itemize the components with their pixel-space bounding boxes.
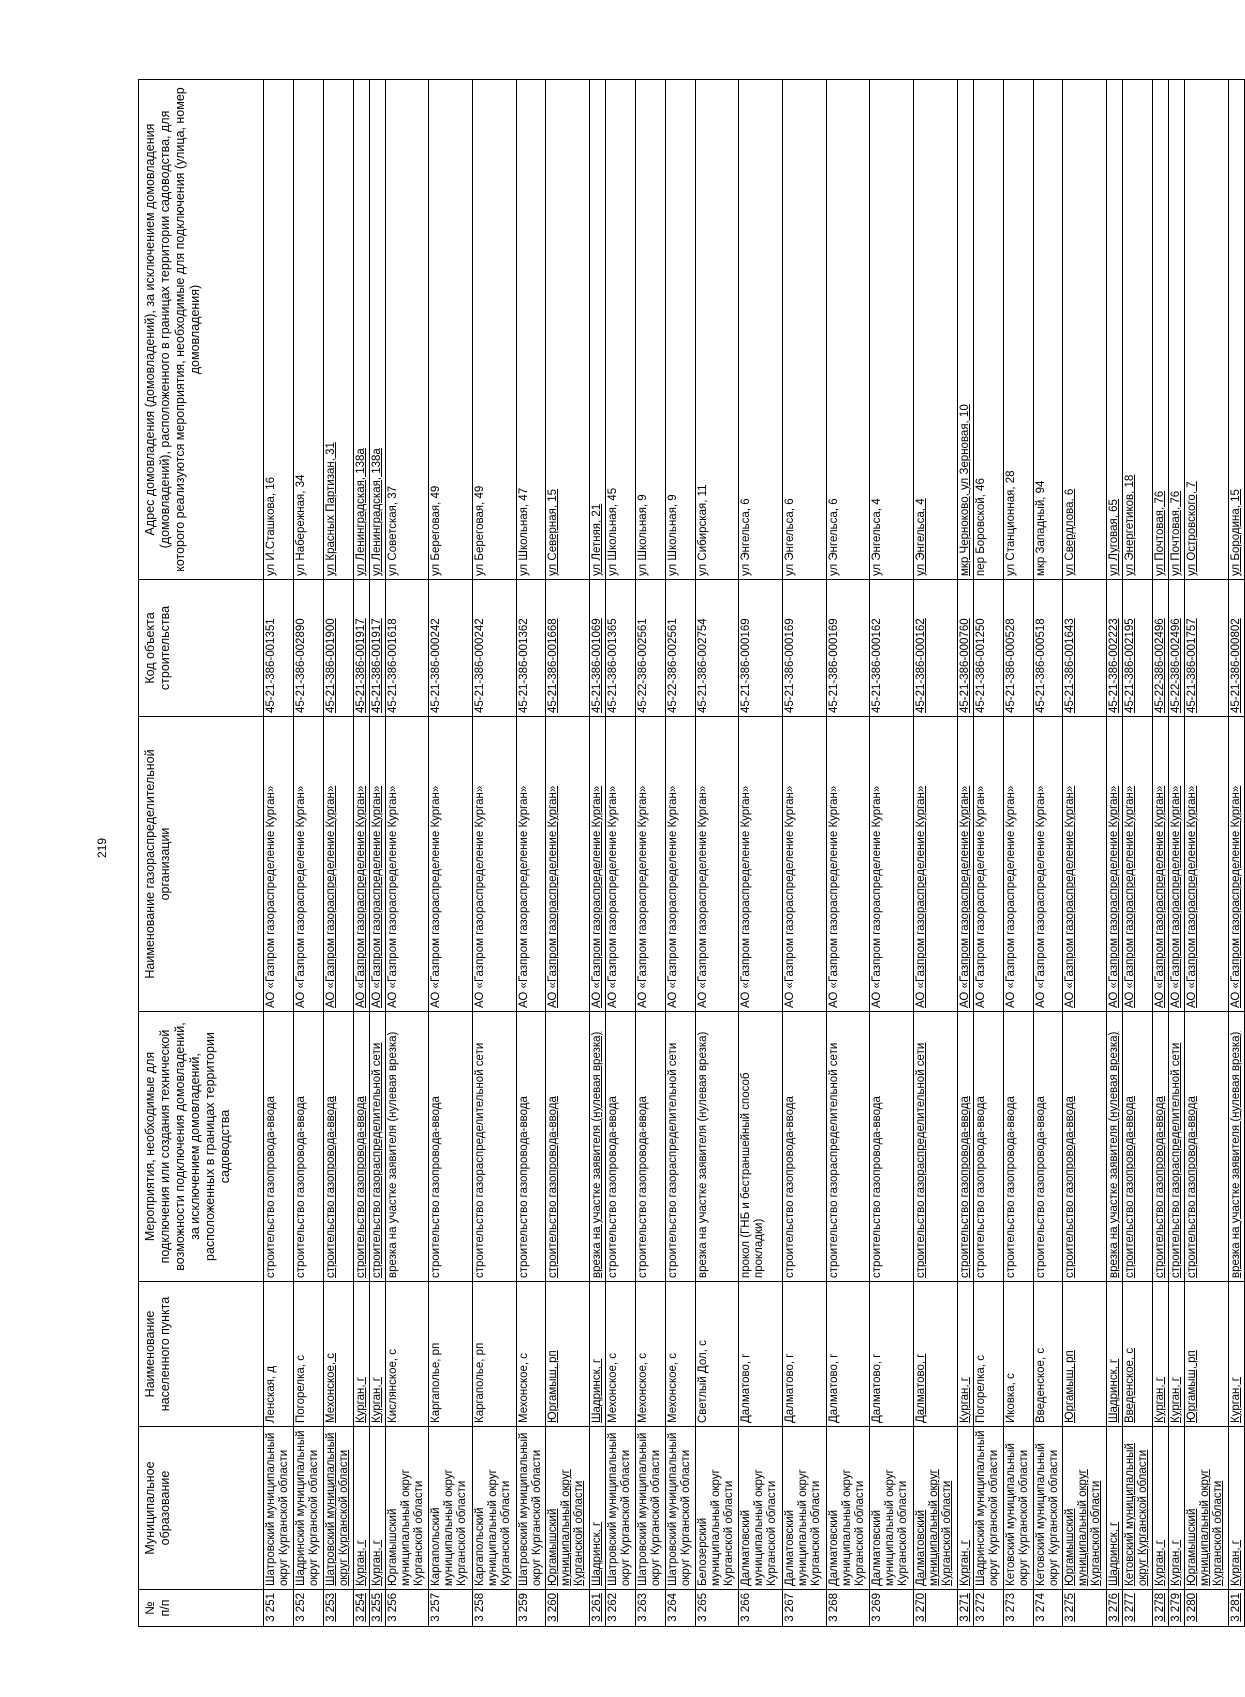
measure-cell: строительство газопровода-ввода xyxy=(293,1012,323,1282)
settlement-cell: Далматово, г xyxy=(914,1282,958,1427)
organization-cell: АО «Газпром газораспределение Курган» xyxy=(385,717,429,1012)
table-row xyxy=(1228,80,1244,1627)
table-row xyxy=(264,80,294,1627)
address-cell: ул Сибирская, 11 xyxy=(695,80,739,580)
table-row xyxy=(293,80,323,1627)
object-code-cell: 45-21-386-001351 xyxy=(264,580,294,717)
table-row xyxy=(516,80,546,1627)
row-number: 3 260 xyxy=(546,1590,590,1627)
organization-cell: АО «Газпром газораспределение Курган» xyxy=(783,717,827,1012)
row-number: 3 255 xyxy=(369,1590,385,1627)
settlement-cell: Далматово, г xyxy=(870,1282,914,1427)
table-header-row xyxy=(139,80,264,1627)
organization-cell: АО «Газпром газораспределение Курган» xyxy=(695,717,739,1012)
row-number: 3 280 xyxy=(1184,1590,1228,1627)
object-code-cell: 45-21-386-001917 xyxy=(369,580,385,717)
measure-cell: строительство газопровода-ввода xyxy=(1152,1012,1168,1282)
address-cell: ул Летняя, 21 xyxy=(590,80,606,580)
measure-cell: врезка на участке заявителя (нулевая врезка) xyxy=(1228,1012,1244,1282)
object-code-cell: 45-21-386-000162 xyxy=(914,580,958,717)
row-number: 3 281 xyxy=(1228,1590,1244,1627)
municipality-cell: Далматовский муниципальный округ Курганской области xyxy=(870,1427,914,1590)
measure-cell: строительство газопровода-ввода xyxy=(1003,1012,1033,1282)
settlement-cell: Шадринск, г xyxy=(1107,1282,1123,1427)
settlement-cell: Курган, г xyxy=(957,1282,973,1427)
municipality-cell: Юргамышский муниципальный округ Курганской области xyxy=(546,1427,590,1590)
organization-cell: АО «Газпром газораспределение Курган» xyxy=(264,717,294,1012)
address-cell: ул Ленинградская, 138а xyxy=(369,80,385,580)
object-code-cell: 45-22-386-002496 xyxy=(1168,580,1184,717)
table-row xyxy=(783,80,827,1627)
organization-cell: АО «Газпром газораспределение Курган» xyxy=(870,717,914,1012)
object-code-cell: 45-21-386-001069 xyxy=(590,580,606,717)
object-code-cell: 45-21-386-000242 xyxy=(429,580,473,717)
row-number: 3 254 xyxy=(353,1590,369,1627)
header-settlement: Наименование населенного пункта xyxy=(139,1282,264,1427)
address-cell: ул Береговая, 49 xyxy=(429,80,473,580)
object-code-cell: 45-21-386-000760 xyxy=(957,580,973,717)
municipality-cell: Шадринск, г xyxy=(1107,1427,1123,1590)
object-code-cell: 45-21-386-001668 xyxy=(546,580,590,717)
measure-cell: врезка на участке заявителя (нулевая врезка) xyxy=(385,1012,429,1282)
measure-cell: строительство газопровода-ввода xyxy=(353,1012,369,1282)
municipality-cell: Курган, г xyxy=(353,1427,369,1590)
address-cell: ул Школьная, 9 xyxy=(635,80,665,580)
measure-cell: строительство газопровода-ввода xyxy=(957,1012,973,1282)
measure-cell: строительство газопровода-ввода xyxy=(973,1012,1003,1282)
municipality-cell: Курган, г xyxy=(1228,1427,1244,1590)
organization-cell: АО «Газпром газораспределение Курган» xyxy=(1033,717,1063,1012)
municipality-cell: Курган, г xyxy=(1152,1427,1168,1590)
table-row xyxy=(826,80,870,1627)
organization-cell: АО «Газпром газораспределение Курган» xyxy=(1184,717,1228,1012)
settlement-cell: Иковка, с xyxy=(1003,1282,1033,1427)
object-code-cell: 45-22-386-002496 xyxy=(1152,580,1168,717)
object-code-cell: 45-22-386-002561 xyxy=(665,580,695,717)
address-cell: ул Красных Партизан, 31 xyxy=(323,80,353,580)
address-cell: ул Энергетиков, 18 xyxy=(1123,80,1153,580)
address-cell: ул Островского, 7 xyxy=(1184,80,1228,580)
row-number: 3 275 xyxy=(1063,1590,1107,1627)
settlement-cell: Мехонское, с xyxy=(635,1282,665,1427)
row-number: 3 273 xyxy=(1003,1590,1033,1627)
address-cell: ул Свердлова, 6 xyxy=(1063,80,1107,580)
table-row xyxy=(914,80,958,1627)
measure-cell: строительство газопровода-ввода xyxy=(1123,1012,1153,1282)
measure-cell: строительство газораспределительной сети xyxy=(914,1012,958,1282)
address-cell: ул Луговая, 65 xyxy=(1107,80,1123,580)
organization-cell: АО «Газпром газораспределение Курган» xyxy=(957,717,973,1012)
organization-cell: АО «Газпром газораспределение Курган» xyxy=(590,717,606,1012)
measure-cell: врезка на участке заявителя (нулевая врезка) xyxy=(1107,1012,1123,1282)
organization-cell: АО «Газпром газораспределение Курган» xyxy=(635,717,665,1012)
measure-cell: строительство газораспределительной сети xyxy=(826,1012,870,1282)
settlement-cell: Курган, г xyxy=(1228,1282,1244,1427)
municipality-cell: Курган, г xyxy=(369,1427,385,1590)
object-code-cell: 45-21-386-001900 xyxy=(323,580,353,717)
organization-cell: АО «Газпром газораспределение Курган» xyxy=(1003,717,1033,1012)
object-code-cell: 45-21-386-000162 xyxy=(870,580,914,717)
row-number: 3 259 xyxy=(516,1590,546,1627)
organization-cell: АО «Газпром газораспределение Курган» xyxy=(429,717,473,1012)
table-row xyxy=(695,80,739,1627)
row-number: 3 267 xyxy=(783,1590,827,1627)
organization-cell: АО «Газпром газораспределение Курган» xyxy=(323,717,353,1012)
measure-cell: строительство газопровода-ввода xyxy=(1033,1012,1063,1282)
address-cell: ул Набережная, 34 xyxy=(293,80,323,580)
header-organization: Наименование газораспределительной организации xyxy=(139,717,264,1012)
organization-cell: АО «Газпром газораспределение Курган» xyxy=(739,717,783,1012)
measure-cell: строительство газопровода-ввода xyxy=(546,1012,590,1282)
table-row xyxy=(665,80,695,1627)
address-cell: ул Советская, 37 xyxy=(385,80,429,580)
measure-cell: строительство газораспределительной сети xyxy=(472,1012,516,1282)
municipality-cell: Шадринский муниципальный округ Курганской области xyxy=(293,1427,323,1590)
municipality-cell: Курган, г xyxy=(1168,1427,1184,1590)
settlement-cell: Погорелка, с xyxy=(293,1282,323,1427)
municipality-cell: Юргамышский муниципальный округ Курганской области xyxy=(385,1427,429,1590)
municipality-cell: Шадринск, г xyxy=(590,1427,606,1590)
table-row xyxy=(1003,80,1033,1627)
object-code-cell: 45-21-386-001250 xyxy=(973,580,1003,717)
settlement-cell: Мехонское, с xyxy=(665,1282,695,1427)
settlement-cell: Курган, г xyxy=(1152,1282,1168,1427)
settlement-cell: Курган, г xyxy=(1168,1282,1184,1427)
address-cell: мкр Черноково, ул Зерновая, 10 xyxy=(957,80,973,580)
settlement-cell: Юргамыш, рп xyxy=(546,1282,590,1427)
row-number: 3 269 xyxy=(870,1590,914,1627)
address-cell: пер Боровской, 46 xyxy=(973,80,1003,580)
municipality-cell: Шатровский муниципальный округ Курганской области xyxy=(635,1427,665,1590)
object-code-cell: 45-21-386-000169 xyxy=(826,580,870,717)
address-cell: ул Энгельса, 6 xyxy=(783,80,827,580)
object-code-cell: 45-21-386-000528 xyxy=(1003,580,1033,717)
table-row xyxy=(1152,80,1168,1627)
measure-cell: строительство газопровода-ввода xyxy=(1063,1012,1107,1282)
row-number: 3 252 xyxy=(293,1590,323,1627)
table-row xyxy=(1123,80,1153,1627)
address-cell: ул Энгельса, 6 xyxy=(826,80,870,580)
table-row xyxy=(957,80,973,1627)
settlement-cell: Погорелка, с xyxy=(973,1282,1003,1427)
table-row xyxy=(1107,80,1123,1627)
row-number: 3 274 xyxy=(1033,1590,1063,1627)
measure-cell: врезка на участке заявителя (нулевая врезка) xyxy=(695,1012,739,1282)
municipality-cell: Белозерский муниципальный округ Курганской области xyxy=(695,1427,739,1590)
table-row xyxy=(635,80,665,1627)
settlement-cell: Курган, г xyxy=(369,1282,385,1427)
row-number: 3 261 xyxy=(590,1590,606,1627)
registry-table xyxy=(138,79,1245,1627)
municipality-cell: Шатровский муниципальный округ Курганской области xyxy=(516,1427,546,1590)
measure-cell: строительство газопровода-ввода xyxy=(264,1012,294,1282)
organization-cell: АО «Газпром газораспределение Курган» xyxy=(1123,717,1153,1012)
address-cell: ул Школьная, 47 xyxy=(516,80,546,580)
municipality-cell: Каргапольский муниципальный округ Курганской области xyxy=(429,1427,473,1590)
organization-cell: АО «Газпром газораспределение Курган» xyxy=(914,717,958,1012)
object-code-cell: 45-21-386-001362 xyxy=(516,580,546,717)
row-number: 3 257 xyxy=(429,1590,473,1627)
table-row xyxy=(385,80,429,1627)
organization-cell: АО «Газпром газораспределение Курган» xyxy=(1228,717,1244,1012)
settlement-cell: Далматово, г xyxy=(783,1282,827,1427)
address-cell: мкр Западный, 94 xyxy=(1033,80,1063,580)
address-cell: ул Береговая, 49 xyxy=(472,80,516,580)
row-number: 3 262 xyxy=(606,1590,636,1627)
table-row xyxy=(1168,80,1184,1627)
settlement-cell: Мехонское, с xyxy=(323,1282,353,1427)
row-number: 3 268 xyxy=(826,1590,870,1627)
organization-cell: АО «Газпром газораспределение Курган» xyxy=(1107,717,1123,1012)
address-cell: ул Ленинградская, 138а xyxy=(353,80,369,580)
settlement-cell: Далматово, г xyxy=(739,1282,783,1427)
measure-cell: врезка на участке заявителя (нулевая врезка) xyxy=(590,1012,606,1282)
table-row xyxy=(739,80,783,1627)
object-code-cell: 45-21-386-001757 xyxy=(1184,580,1228,717)
row-number: 3 253 xyxy=(323,1590,353,1627)
object-code-cell: 45-21-386-001643 xyxy=(1063,580,1107,717)
row-number: 3 279 xyxy=(1168,1590,1184,1627)
object-code-cell: 45-21-386-002754 xyxy=(695,580,739,717)
municipality-cell: Курган, г xyxy=(957,1427,973,1590)
row-number: 3 251 xyxy=(264,1590,294,1627)
table-row xyxy=(429,80,473,1627)
table-row xyxy=(323,80,353,1627)
address-cell: ул Почтовая, 76 xyxy=(1168,80,1184,580)
rotated-table-container xyxy=(138,80,1245,1627)
table-row xyxy=(472,80,516,1627)
municipality-cell: Шатровский муниципальный округ Курганской области xyxy=(323,1427,353,1590)
row-number: 3 258 xyxy=(472,1590,516,1627)
measure-cell: строительство газопровода-ввода xyxy=(870,1012,914,1282)
municipality-cell: Юргамышский муниципальный округ Курганской области xyxy=(1063,1427,1107,1590)
row-number: 3 256 xyxy=(385,1590,429,1627)
address-cell: ул Энгельса, 4 xyxy=(870,80,914,580)
municipality-cell: Шадринский муниципальный округ Курганской области xyxy=(973,1427,1003,1590)
header-num: № п/п xyxy=(139,1590,264,1627)
organization-cell: АО «Газпром газораспределение Курган» xyxy=(826,717,870,1012)
object-code-cell: 45-21-386-002223 xyxy=(1107,580,1123,717)
settlement-cell: Введенское, с xyxy=(1033,1282,1063,1427)
row-number: 3 278 xyxy=(1152,1590,1168,1627)
table-row xyxy=(606,80,636,1627)
page-number: 219 xyxy=(95,837,109,859)
object-code-cell: 45-21-386-000169 xyxy=(739,580,783,717)
measure-cell: строительство газопровода-ввода xyxy=(516,1012,546,1282)
table-row xyxy=(546,80,590,1627)
measure-cell: строительство газораспределительной сети xyxy=(665,1012,695,1282)
table-row xyxy=(590,80,606,1627)
address-cell: ул Энгельса, 4 xyxy=(914,80,958,580)
municipality-cell: Далматовский муниципальный округ Курганской области xyxy=(739,1427,783,1590)
municipality-cell: Далматовский муниципальный округ Курганской области xyxy=(826,1427,870,1590)
municipality-cell: Юргамышский муниципальный округ Курганской области xyxy=(1184,1427,1228,1590)
object-code-cell: 45-22-386-002561 xyxy=(635,580,665,717)
settlement-cell: Юргамыш, рп xyxy=(1184,1282,1228,1427)
measure-cell: строительство газораспределительной сети xyxy=(369,1012,385,1282)
municipality-cell: Далматовский муниципальный округ Курганской области xyxy=(783,1427,827,1590)
organization-cell: АО «Газпром газораспределение Курган» xyxy=(973,717,1003,1012)
settlement-cell: Каргаполье, рп xyxy=(472,1282,516,1427)
municipality-cell: Кетовский муниципальный округ Курганской области xyxy=(1123,1427,1153,1590)
organization-cell: АО «Газпром газораспределение Курган» xyxy=(546,717,590,1012)
address-cell: ул Станционная, 28 xyxy=(1003,80,1033,580)
address-cell: ул И.Сташкова, 16 xyxy=(264,80,294,580)
organization-cell: АО «Газпром газораспределение Курган» xyxy=(1168,717,1184,1012)
settlement-cell: Шадринск, г xyxy=(590,1282,606,1427)
object-code-cell: 45-21-386-002890 xyxy=(293,580,323,717)
settlement-cell: Мехонское, с xyxy=(516,1282,546,1427)
table-row xyxy=(870,80,914,1627)
organization-cell: АО «Газпром газораспределение Курган» xyxy=(353,717,369,1012)
row-number: 3 276 xyxy=(1107,1590,1123,1627)
address-cell: ул Бородина, 15 xyxy=(1228,80,1244,580)
address-cell: ул Почтовая, 76 xyxy=(1152,80,1168,580)
row-number: 3 271 xyxy=(957,1590,973,1627)
organization-cell: АО «Газпром газораспределение Курган» xyxy=(369,717,385,1012)
organization-cell: АО «Газпром газораспределение Курган» xyxy=(1063,717,1107,1012)
organization-cell: АО «Газпром газораспределение Курган» xyxy=(1152,717,1168,1012)
municipality-cell: Шатровский муниципальный округ Курганской области xyxy=(665,1427,695,1590)
settlement-cell: Кислянское, с xyxy=(385,1282,429,1427)
settlement-cell: Юргамыш, рп xyxy=(1063,1282,1107,1427)
settlement-cell: Курган, г xyxy=(353,1282,369,1427)
settlement-cell: Мехонское, с xyxy=(606,1282,636,1427)
address-cell: ул Северная, 15 xyxy=(546,80,590,580)
municipality-cell: Каргапольский муниципальный округ Курганской области xyxy=(472,1427,516,1590)
settlement-cell: Ленская, д xyxy=(264,1282,294,1427)
row-number: 3 272 xyxy=(973,1590,1003,1627)
table-row xyxy=(369,80,385,1627)
table-row xyxy=(973,80,1003,1627)
object-code-cell: 45-21-386-002195 xyxy=(1123,580,1153,717)
table-row xyxy=(1033,80,1063,1627)
municipality-cell: Кетовский муниципальный округ Курганской области xyxy=(1033,1427,1063,1590)
object-code-cell: 45-21-386-001917 xyxy=(353,580,369,717)
measure-cell: строительство газопровода-ввода xyxy=(323,1012,353,1282)
measure-cell: строительство газопровода-ввода xyxy=(606,1012,636,1282)
object-code-cell: 45-21-386-000518 xyxy=(1033,580,1063,717)
table-row xyxy=(353,80,369,1627)
measure-cell: строительство газопровода-ввода xyxy=(783,1012,827,1282)
address-cell: ул Энгельса, 6 xyxy=(739,80,783,580)
row-number: 3 265 xyxy=(695,1590,739,1627)
row-number: 3 263 xyxy=(635,1590,665,1627)
address-cell: ул Школьная, 45 xyxy=(606,80,636,580)
row-number: 3 270 xyxy=(914,1590,958,1627)
organization-cell: АО «Газпром газораспределение Курган» xyxy=(606,717,636,1012)
row-number: 3 277 xyxy=(1123,1590,1153,1627)
organization-cell: АО «Газпром газораспределение Курган» xyxy=(293,717,323,1012)
object-code-cell: 45-21-386-001618 xyxy=(385,580,429,717)
organization-cell: АО «Газпром газораспределение Курган» xyxy=(516,717,546,1012)
settlement-cell: Светлый Дол, с xyxy=(695,1282,739,1427)
settlement-cell: Каргаполье, рп xyxy=(429,1282,473,1427)
object-code-cell: 45-21-386-001365 xyxy=(606,580,636,717)
header-municipality: Муниципальное образование xyxy=(139,1427,264,1590)
table-body xyxy=(264,80,1245,1627)
row-number: 3 266 xyxy=(739,1590,783,1627)
header-address: Адрес домовладения (домовладений), за исключением домовладения (домовладений), расположенного в границах территории садоводства, для которого реализуются мероприятия, необходимые для подключения (улица, номер домовладения) xyxy=(139,80,264,580)
measure-cell: строительство газопровода-ввода xyxy=(1184,1012,1228,1282)
table-row xyxy=(1063,80,1107,1627)
object-code-cell: 45-21-386-000242 xyxy=(472,580,516,717)
municipality-cell: Далматовский муниципальный округ Курганской области xyxy=(914,1427,958,1590)
header-object-code: Код объекта строительства xyxy=(139,580,264,717)
row-number: 3 264 xyxy=(665,1590,695,1627)
organization-cell: АО «Газпром газораспределение Курган» xyxy=(472,717,516,1012)
settlement-cell: Введенское, с xyxy=(1123,1282,1153,1427)
measure-cell: строительство газораспределительной сети xyxy=(1168,1012,1184,1282)
object-code-cell: 45-21-386-000802 xyxy=(1228,580,1244,717)
object-code-cell: 45-21-386-000169 xyxy=(783,580,827,717)
settlement-cell: Далматово, г xyxy=(826,1282,870,1427)
municipality-cell: Шатровский муниципальный округ Курганской области xyxy=(606,1427,636,1590)
measure-cell: строительство газопровода-ввода xyxy=(635,1012,665,1282)
measure-cell: строительство газопровода-ввода xyxy=(429,1012,473,1282)
address-cell: ул Школьная, 9 xyxy=(665,80,695,580)
table-row xyxy=(1184,80,1228,1627)
header-measures: Мероприятия, необходимые для подключения или создания технической возможности подключения домовладений, за исключением домовладений, расположенных в границах территории садоводства xyxy=(139,1012,264,1282)
municipality-cell: Кетовский муниципальный округ Курганской области xyxy=(1003,1427,1033,1590)
measure-cell: прокол (ГНБ и бестраншейный способ прокладки) xyxy=(739,1012,783,1282)
organization-cell: АО «Газпром газораспределение Курган» xyxy=(665,717,695,1012)
municipality-cell: Шатровский муниципальный округ Курганской области xyxy=(264,1427,294,1590)
